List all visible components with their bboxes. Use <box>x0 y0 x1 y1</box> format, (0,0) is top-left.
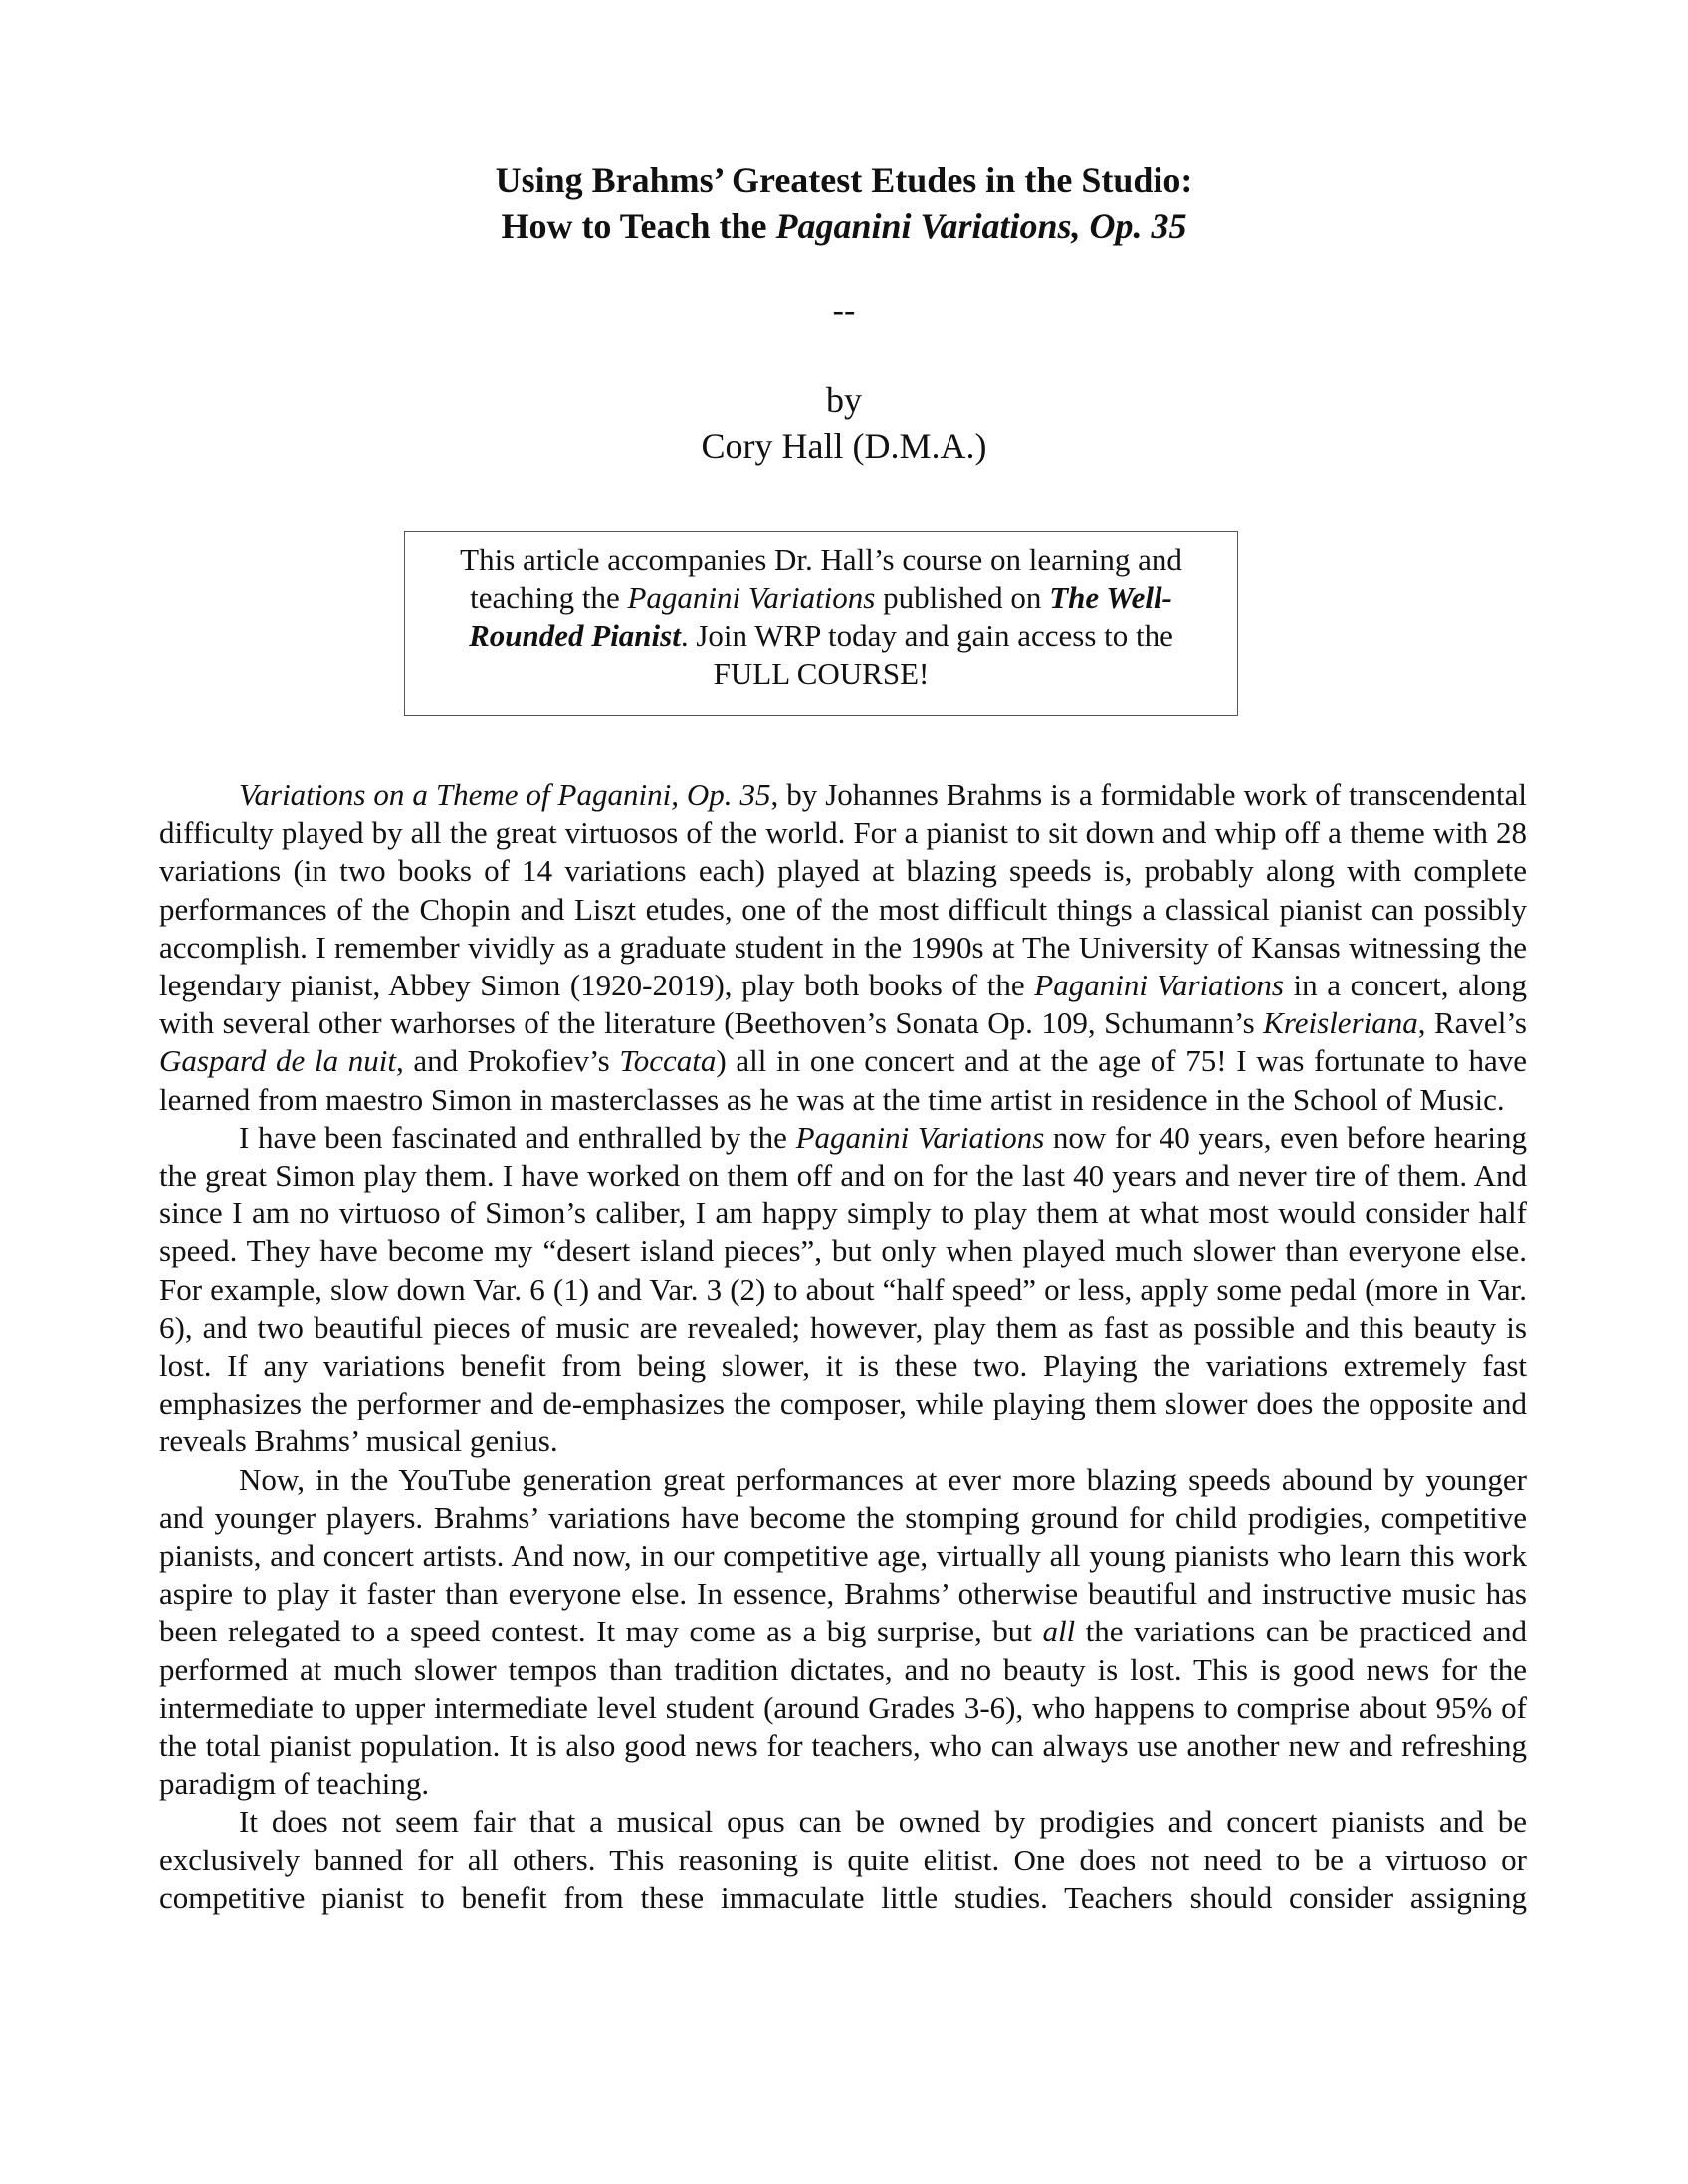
p1-text-3: , Ravel’s <box>1417 1005 1527 1041</box>
byline-by: by <box>826 380 862 420</box>
paragraph-1 <box>159 776 1527 1119</box>
notice-site-name: The Well-Rounded Pianist <box>469 580 1172 653</box>
p1-italic-3: Kreisleriana <box>1263 1005 1418 1041</box>
p2-text-2: now for 40 years, even before hearing the great Simon play them. I have worked on them off and on for the last 40 years and never tire of them. And since I am no virtuoso of Simon’s caliber, I am happy simply to play them at what most would consider half speed. They have become my “desert island pieces”, but only when played much slower than everyone else. For example, slow down Var. 6 (1) and Var. 3 (2) to about “half speed” or less, apply some pedal (more in Var. 6), and two beautiful pieces of music are revealed; however, play them as fast as possible and this beauty is lost. If any variations benefit from being slower, it is these two. Playing the variations extremely fast emphasizes the performer and de-emphasizes the composer, while playing them slower does the opposite and reveals Brahms’ musical genius. <box>159 1119 1527 1459</box>
title-line-2-prefix: How to Teach the <box>501 206 776 246</box>
title-separator: -- <box>832 292 856 328</box>
paragraph-4 <box>159 1803 1527 1917</box>
p1-text-5: ) all in one concert and at the age of 75! I was fortunate to have learned from maestro Simon in masterclasses as he was at the time artist in residence in the School of Music. <box>159 1043 1527 1117</box>
p1-italic-5: Toccata <box>619 1043 717 1079</box>
title-line-2-italic: Paganini Variations, Op. 35 <box>775 206 1187 246</box>
notice-text-1: This article accompanies Dr. Hall’s course on learning and teaching the <box>460 543 1182 615</box>
p1-text-1: , by Johannes Brahms is a formidable work of transcendental difficulty played by all the great virtuosos of the world. For a pianist to sit down and whip off a theme with 28 variations (in two books of 14 variations each) played at blazing speeds is, probably along with complete performances of the Chopin and Liszt etudes, one of the most difficult things a classical pianist can possibly accomplish. I remember vividly as a graduate student in the 1990s at The University of Kansas witnessing the legendary pianist, Abbey Simon (1920-2019), play both books of the <box>159 777 1528 1003</box>
p2-text-1: I have been fascinated and enthralled by the <box>239 1119 796 1155</box>
p3-italic-1: all <box>1042 1614 1076 1649</box>
notice-text-2: published on <box>875 580 1050 615</box>
article-subtitle <box>0 203 1688 249</box>
paragraph-2 <box>159 1119 1527 1461</box>
p1-text-2: in a concert, along with several other warhorses of the literature (Beethoven’s Sonata Op. 109, Schumann’s <box>159 968 1527 1041</box>
byline-author: Cory Hall (D.M.A.) <box>701 426 987 466</box>
p1-text-4: , and Prokofiev’s <box>395 1043 620 1079</box>
article-title <box>0 157 1688 203</box>
article-body <box>159 776 1527 1917</box>
p3-text-2: the variations can be practiced and performed at much slower tempos than tradition dictates, and no beauty is lost. This is good news for the intermediate to upper intermediate level student (around Grades 3-6), who happens to comprise about 95% of the total pianist population. It is also good news for teachers, who can always use another new and refreshing paradigm of teaching. <box>159 1614 1527 1802</box>
paragraph-3 <box>159 1461 1527 1804</box>
course-notice-box <box>404 531 1238 716</box>
p1-italic-2: Paganini Variations <box>1034 968 1284 1003</box>
title-line-1: Using Brahms’ Greatest Etudes in the Studio: <box>495 160 1193 200</box>
p4-text-1: It does not seem fair that a musical opus can be owned by prodigies and concert pianists and be exclusively banned for all others. This reasoning is quite elitist. One does not need to be a virtuoso or competitive pianist to benefit from these immaculate little studies. Teachers should consider assigning <box>159 1804 1527 1915</box>
p2-italic-1: Paganini Variations <box>795 1119 1045 1155</box>
p1-italic-1: Variations on a Theme of Paganini, Op. 35 <box>239 777 771 812</box>
notice-text-3: . Join WRP today and gain access to the FULL COURSE! <box>680 618 1173 691</box>
p3-text-1: Now, in the YouTube generation great performances at ever more blazing speeds abound by younger and younger players. Brahms’ variations have become the stomping ground for child prodigies, competitive pianists, and concert artists. And now, in our competitive age, virtually all young pianists who learn this work aspire to play it faster than everyone else. In essence, Brahms’ otherwise beautiful and instructive music has been relegated to a speed contest. It may come as a big surprise, but <box>159 1461 1527 1649</box>
notice-italic-1: Paganini Variations <box>627 580 876 615</box>
p1-italic-4: Gaspard de la nuit <box>159 1043 396 1079</box>
